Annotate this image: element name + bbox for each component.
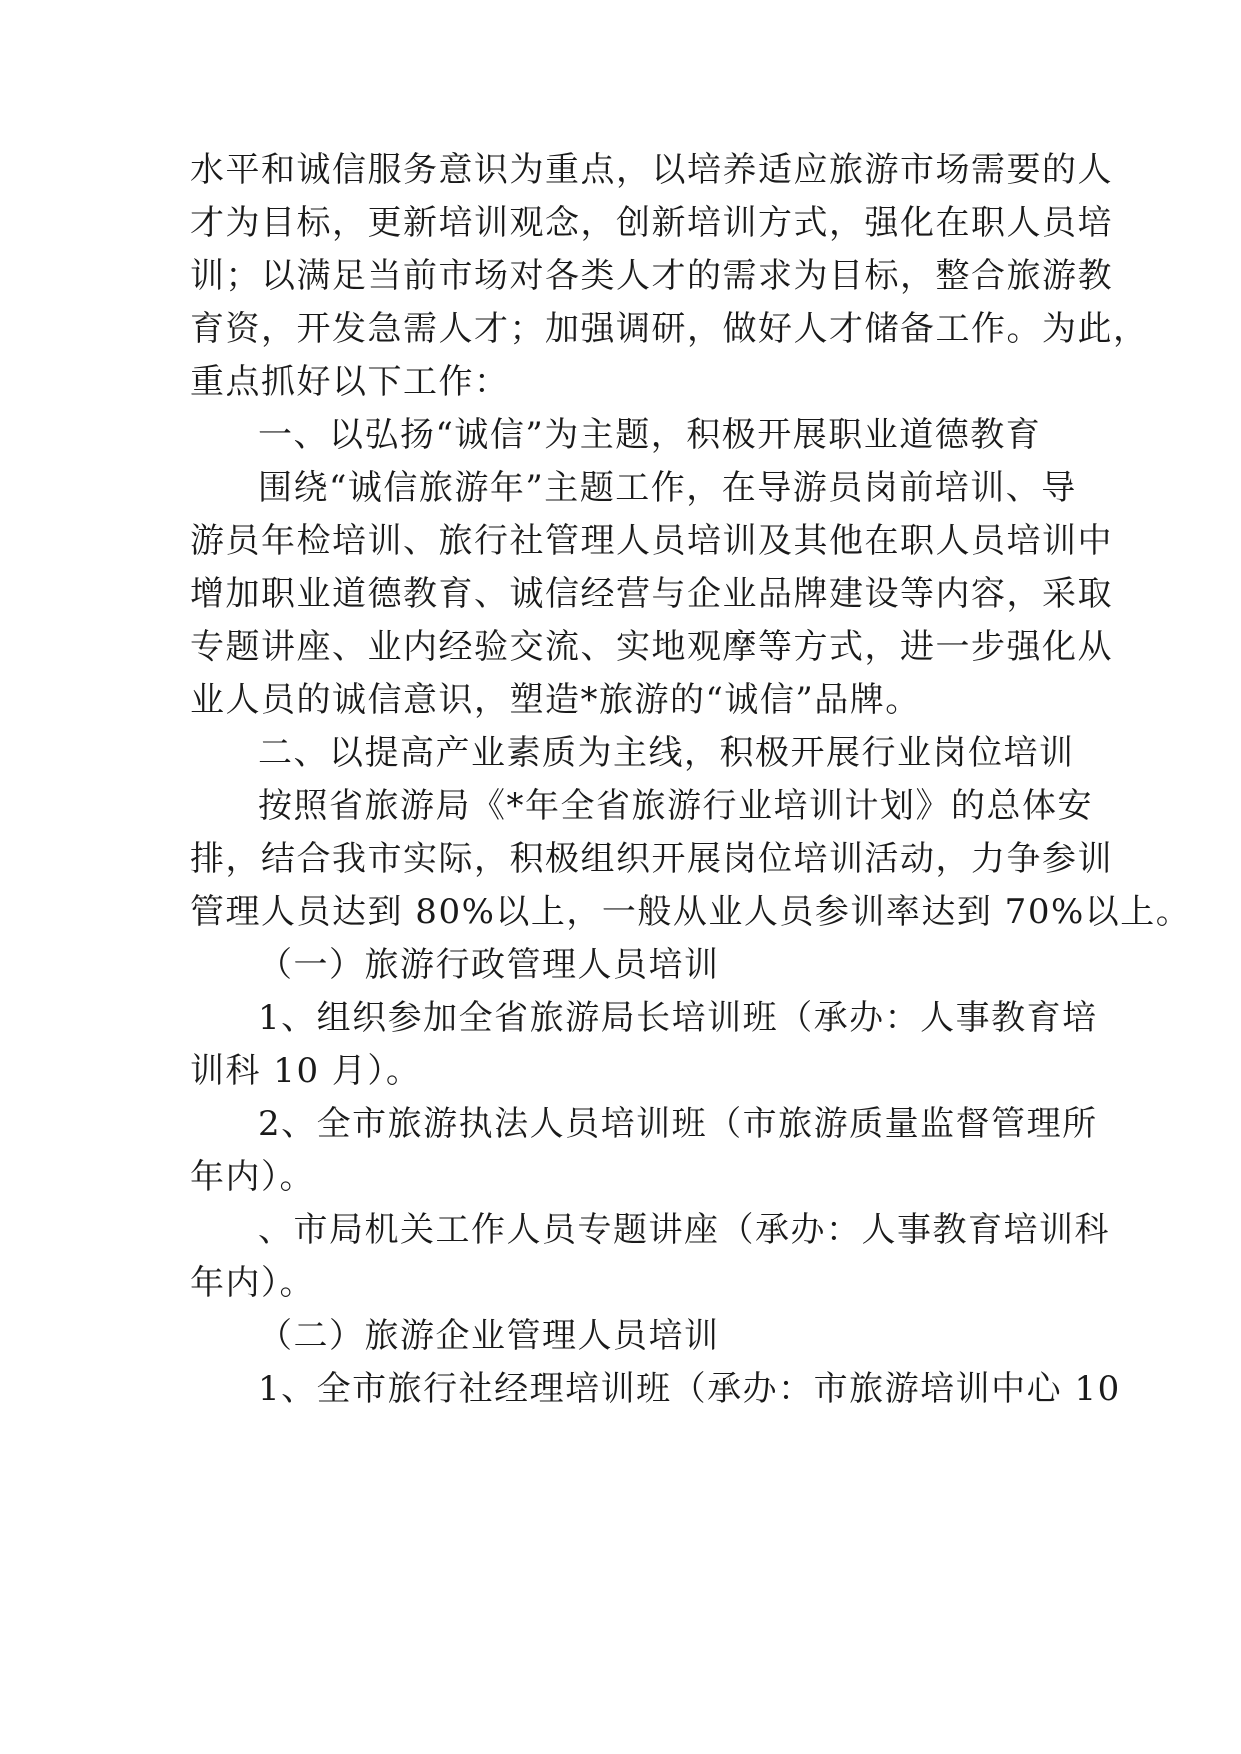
- paragraph-line: 管理人员达到 80%以上，一般从业人员参训率达到 70%以上。: [190, 892, 1192, 932]
- paragraph-line: 才为目标，更新培训观念，创新培训方式，强化在职人员培: [190, 203, 1113, 243]
- list-item-line: 2、全市旅游执法人员培训班（市旅游质量监督管理所: [258, 1104, 1098, 1144]
- paragraph-line: 游员年检培训、旅行社管理人员培训及其他在职人员培训中: [190, 521, 1113, 561]
- paragraph-line: 增加职业道德教育、诚信经营与企业品牌建设等内容，采取: [190, 574, 1113, 614]
- list-item-line: 年内）。: [190, 1263, 315, 1303]
- paragraph-line: 专题讲座、业内经验交流、实地观摩等方式，进一步强化从: [190, 627, 1113, 667]
- paragraph-line: 育资，开发急需人才；加强调研，做好人才储备工作。为此，: [190, 309, 1149, 349]
- list-item-line: 1、组织参加全省旅游局长培训班（承办：人事教育培: [258, 998, 1098, 1038]
- paragraph-line: 水平和诚信服务意识为重点，以培养适应旅游市场需要的人: [190, 150, 1113, 190]
- paragraph-line: 排，结合我市实际，积极组织开展岗位培训活动，力争参训: [190, 839, 1113, 879]
- subsection-heading: （二）旅游企业管理人员培训: [258, 1316, 720, 1356]
- list-item-line: 1、全市旅行社经理培训班（承办：市旅游培训中心 10: [258, 1369, 1121, 1409]
- paragraph-line: 训；以满足当前市场对各类人才的需求为目标，整合旅游教: [190, 256, 1113, 296]
- list-item-line: 年内）。: [190, 1157, 315, 1197]
- section-heading: 二、以提高产业素质为主线，积极开展行业岗位培训: [258, 733, 1075, 773]
- list-item-line: 、市局机关工作人员专题讲座（承办：人事教育培训科: [258, 1210, 1110, 1250]
- paragraph-line: 重点抓好以下工作：: [190, 362, 510, 402]
- subsection-heading: （一）旅游行政管理人员培训: [258, 945, 720, 985]
- list-item-line: 训科 10 月）。: [190, 1051, 422, 1091]
- section-heading: 一、以弘扬“诚信”为主题，积极开展职业道德教育: [258, 415, 1042, 455]
- paragraph-line: 围绕“诚信旅游年”主题工作，在导游员岗前培训、导: [258, 468, 1077, 508]
- paragraph-line: 业人员的诚信意识，塑造*旅游的“诚信”品牌。: [190, 680, 921, 720]
- paragraph-line: 按照省旅游局《*年全省旅游行业培训计划》的总体安: [258, 786, 1093, 826]
